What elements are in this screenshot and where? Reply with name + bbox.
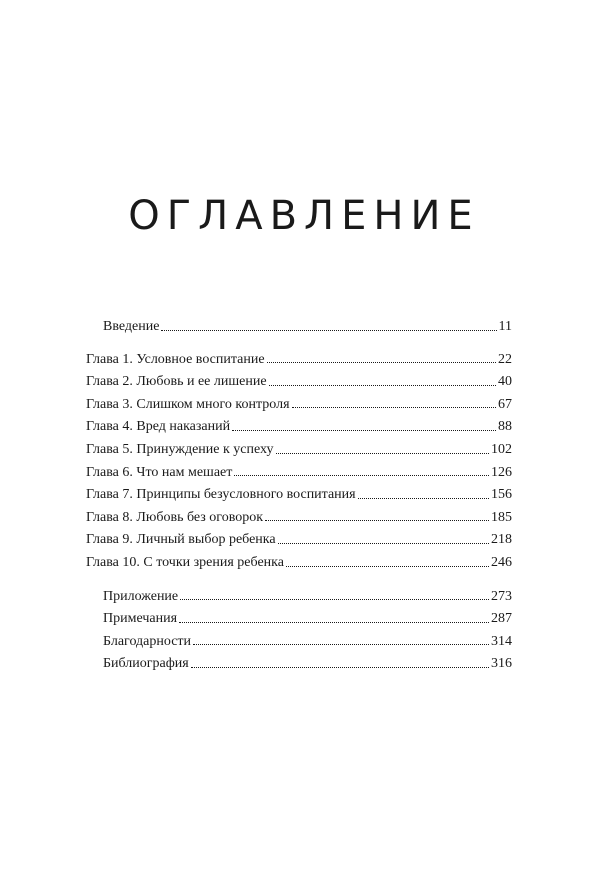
toc-entry (86, 416, 512, 439)
toc-entry-label: Глава 8. Любовь без оговорок (86, 509, 264, 525)
toc-chapters-group (86, 349, 512, 575)
toc-entry (86, 608, 512, 631)
toc-entry (86, 631, 512, 654)
toc-entry (86, 484, 512, 507)
toc-entry (86, 586, 512, 609)
toc-entry-page-number: 156 (491, 487, 512, 503)
toc-entry (86, 349, 512, 372)
toc-entry-label: Благодарности (103, 633, 192, 649)
toc-entry-label: Глава 1. Условное воспитание (86, 351, 265, 367)
toc-entry-label: Приложение (103, 588, 179, 604)
dot-leader (232, 430, 496, 431)
dot-leader (234, 475, 489, 476)
toc-entry-page-number: 40 (498, 374, 512, 390)
toc-entry-page-number: 246 (491, 554, 512, 570)
table-of-contents (86, 316, 512, 676)
toc-entry (86, 507, 512, 530)
dot-leader (180, 599, 489, 600)
toc-entry-label: Библиография (103, 656, 189, 672)
toc-entry-label: Глава 6. Что нам мешает (86, 464, 233, 480)
dot-leader (161, 330, 496, 331)
toc-entry-page-number: 126 (491, 464, 512, 480)
toc-intro-group (86, 316, 512, 339)
dot-leader (286, 566, 489, 567)
dot-leader (358, 498, 489, 499)
toc-entry (86, 462, 512, 485)
dot-leader (276, 453, 489, 454)
toc-entry-label: Глава 2. Любовь и ее лишение (86, 374, 267, 390)
toc-entry-page-number: 88 (498, 419, 512, 435)
toc-entry-label: Глава 10. С точки зрения ребенка (86, 554, 284, 570)
toc-entry-label: Глава 3. Слишком много контроля (86, 396, 290, 412)
toc-entry-page-number: 218 (491, 532, 512, 548)
toc-entry-page-number: 287 (491, 611, 512, 627)
page-title: ОГЛАВЛЕНИЕ (128, 193, 480, 239)
toc-entry-label: Глава 7. Принципы безусловного воспитания (86, 487, 356, 503)
toc-appendix-group (86, 586, 512, 676)
dot-leader (265, 520, 489, 521)
toc-entry-page-number: 11 (498, 319, 512, 334)
toc-entry (86, 653, 512, 676)
toc-entry-page-number: 273 (491, 588, 512, 604)
dot-leader (179, 622, 489, 623)
toc-entry (86, 529, 512, 552)
toc-entry-page-number: 316 (491, 656, 512, 672)
toc-entry-page-number: 22 (498, 351, 512, 367)
toc-entry (86, 394, 512, 417)
toc-entry-label: Введение (103, 319, 160, 334)
toc-entry (86, 371, 512, 394)
toc-entry (86, 316, 512, 339)
toc-entry (86, 552, 512, 575)
toc-entry-page-number: 67 (498, 396, 512, 412)
toc-entry-label: Глава 4. Вред наказаний (86, 419, 231, 435)
toc-entry-page-number: 185 (491, 509, 512, 525)
toc-entry-label: Примечания (103, 611, 178, 627)
dot-leader (267, 362, 496, 363)
dot-leader (269, 385, 496, 386)
toc-entry-label: Глава 9. Личный выбор ребенка (86, 532, 276, 548)
toc-entry-page-number: 314 (491, 633, 512, 649)
toc-entry (86, 439, 512, 462)
toc-entry-page-number: 102 (491, 441, 512, 457)
dot-leader (191, 667, 489, 668)
dot-leader (278, 543, 489, 544)
toc-entry-label: Глава 5. Принуждение к успеху (86, 441, 274, 457)
dot-leader (193, 644, 489, 645)
dot-leader (292, 407, 496, 408)
